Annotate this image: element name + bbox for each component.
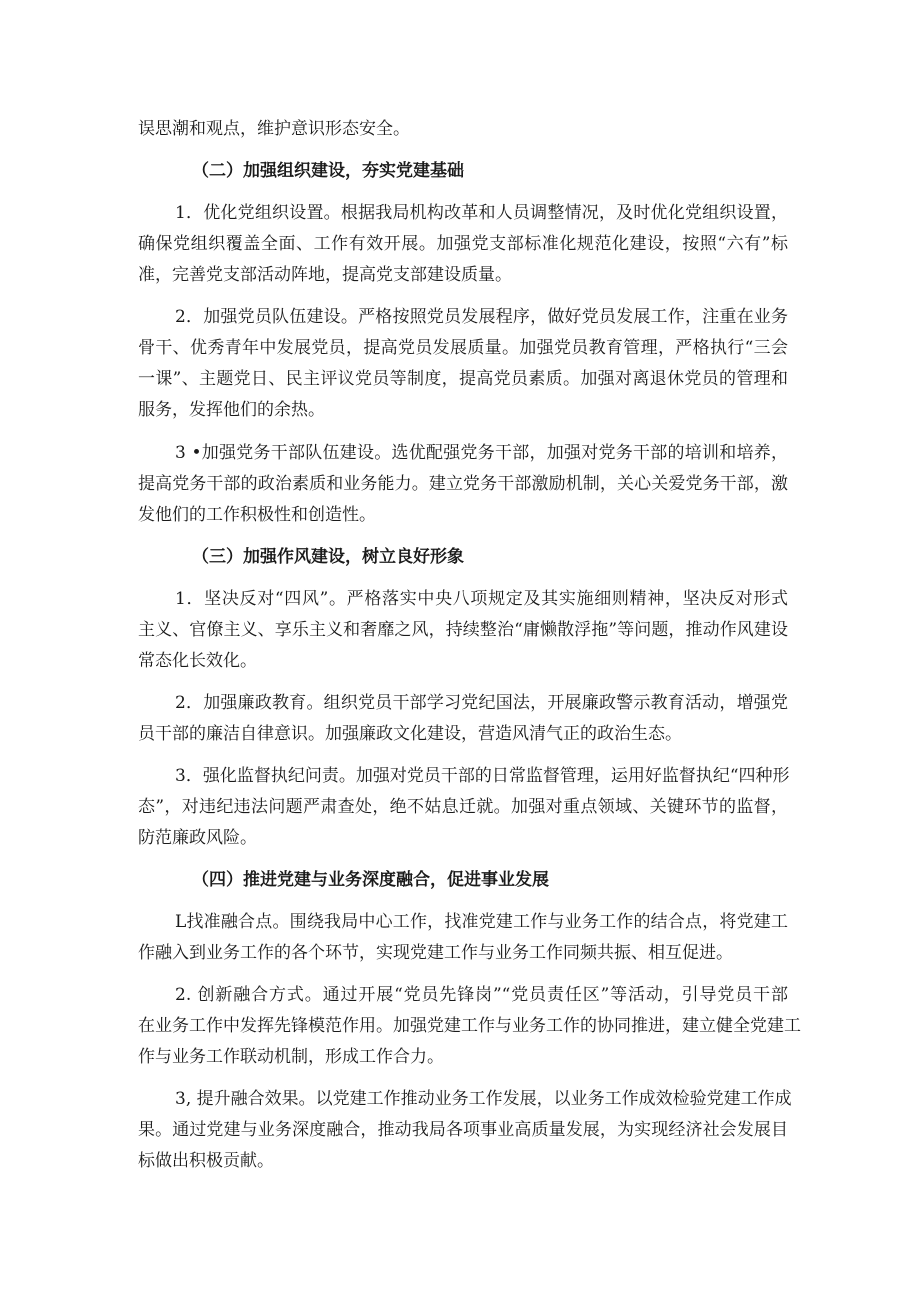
paragraph-line: 骨干、优秀青年中发展党员，提高党员发展质量。加强党员教育管理，严格执行“三会 (138, 338, 788, 358)
paragraph-line: 在业务工作中发挥先锋模范作用。加强党建工作与业务工作的协同推进，建立健全党建工 (138, 1016, 801, 1036)
paragraph-line: 主义、官僚主义、享乐主义和奢靡之风，持续整治“庸懒散浮拖”等问题，推动作风建设 (138, 620, 788, 640)
paragraph-line: 服务，发挥他们的余热。 (138, 400, 325, 420)
paragraph-line: 防范廉政风险。 (138, 828, 257, 848)
paragraph-line: 作融入到业务工作的各个环节，实现党建工作与业务工作同频共振、相互促进。 (138, 943, 733, 963)
paragraph-line: 员干部的廉洁自律意识。加强廉政文化建设，营造风清气正的政治生态。 (138, 724, 682, 744)
paragraph-line: 1．坚决反对“四风”。严格落实中央八项规定及其实施细则精神，坚决反对形式 (175, 589, 788, 609)
section-heading-2: （二）加强组织建设，夯实党建基础 (192, 161, 464, 181)
paragraph-line: 2. 创新融合方式。通过开展“党员先锋岗”“党员责任区”等活动，引导党员干部 (175, 985, 788, 1005)
paragraph-line: 提高党务干部的政治素质和业务能力。建立党务干部激励机制，关心关爱党务干部，激 (138, 474, 788, 494)
section-heading-3: （三）加强作风建设，树立良好形象 (192, 547, 464, 567)
paragraph-line: 2．加强廉政教育。组织党员干部学习党纪国法，开展廉政警示教育活动，增强党 (175, 693, 788, 713)
paragraph-line: 标做出积极贡献。 (138, 1151, 274, 1171)
paragraph-line: 3, 提升融合效果。以党建工作推动业务工作发展，以业务工作成效检验党建工作成 (175, 1089, 792, 1109)
paragraph-line: 3 •加强党务干部队伍建设。选优配强党务干部，加强对党务干部的培训和培养， (175, 443, 788, 463)
paragraph-line: 态”，对违纪违法问题严肃查处，绝不姑息迁就。加强对重点领域、关键环节的监督， (138, 797, 788, 817)
paragraph-line: 果。通过党建与业务深度融合，推动我局各项事业高质量发展，为实现经济社会发展目 (138, 1120, 788, 1140)
paragraph-line: 一课”、主题党日、民主评议党员等制度，提高党员素质。加强对离退休党员的管理和 (138, 369, 788, 389)
paragraph-line: 发他们的工作积极性和创造性。 (138, 505, 376, 525)
paragraph-line: 确保党组织覆盖全面、工作有效开展。加强党支部标准化规范化建设，按照“六有”标 (138, 234, 788, 254)
paragraph-line: 作与业务工作联动机制，形成工作合力。 (138, 1047, 444, 1067)
paragraph-line: L找准融合点。围绕我局中心工作，找准党建工作与业务工作的结合点，将党建工 (175, 912, 788, 932)
paragraph-line: 2．加强党员队伍建设。严格按照党员发展程序，做好党员发展工作，注重在业务 (175, 307, 788, 327)
paragraph-line: 准，完善党支部活动阵地，提高党支部建设质量。 (138, 265, 512, 285)
section-heading-4: （四）推进党建与业务深度融合，促进事业发展 (192, 870, 549, 890)
paragraph-line: 常态化长效化。 (138, 651, 257, 671)
paragraph-line: 1．优化党组织设置。根据我局机构改革和人员调整情况，及时优化党组织设置， (175, 203, 788, 223)
continuation-line: 误思潮和观点，维护意识形态安全。 (138, 119, 410, 139)
paragraph-line: 3．强化监督执纪问责。加强对党员干部的日常监督管理，运用好监督执纪“四种形 (175, 766, 790, 786)
